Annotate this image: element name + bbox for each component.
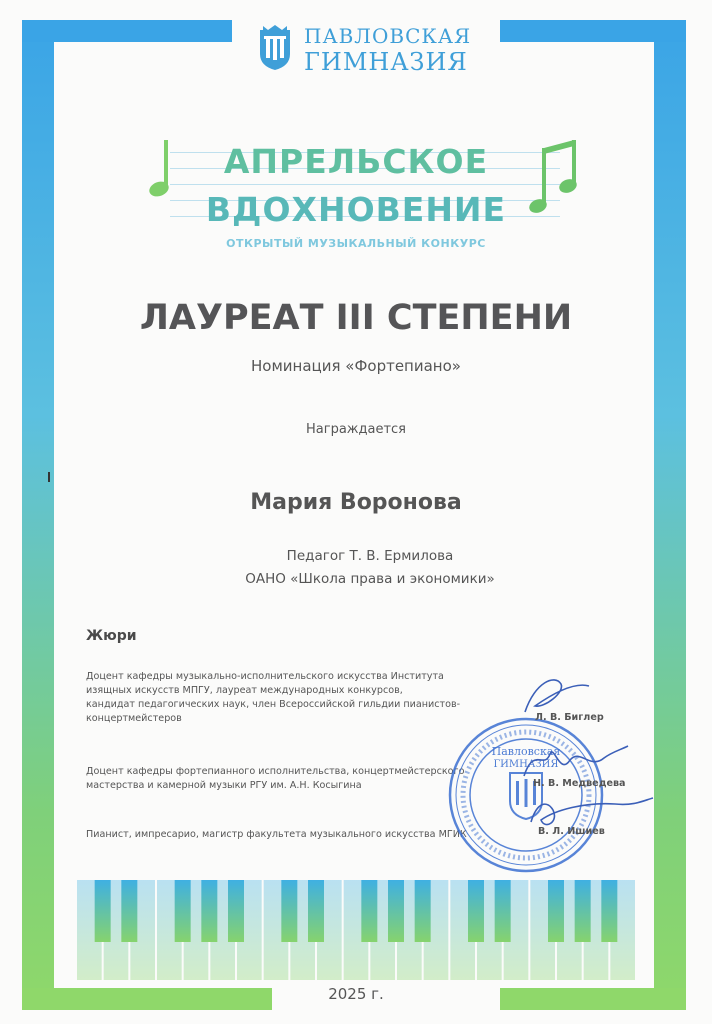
piano-black-key (495, 880, 511, 942)
gymnasium-logo (254, 24, 472, 76)
jury-description-line: концертмейстеров (86, 713, 182, 724)
logo-text-line2: ГИМНАЗИЯ (304, 48, 468, 76)
seal-text-line1: Павловская (491, 745, 561, 758)
piano-black-key (361, 880, 377, 942)
award-title: ЛАУРЕАТ III СТЕПЕНИ (139, 298, 573, 338)
jury-member-name: Н. В. Медведева (533, 778, 626, 789)
seal-text-line2: ГИМНАЗИЯ (493, 759, 559, 770)
jury-description-line: Доцент кафедры фортепианного исполнительства, концертмейстерского (86, 766, 465, 777)
contest-title-line2: ВДОХНОВЕНИЕ (205, 190, 507, 229)
recipient-name: Мария Воронова (250, 490, 462, 515)
school-line: ОАНО «Школа права и экономики» (245, 571, 495, 587)
jury-description-line: изящных искусств МПГУ, лауреат международных конкурсов, (86, 685, 403, 696)
crest-icon (254, 24, 296, 72)
jury-description-line: Доцент кафедры музыкально-исполнительского искусства Института (86, 671, 444, 682)
logo-text-line1: ПАВЛОВСКАЯ (304, 24, 472, 48)
staff-line (170, 184, 560, 185)
piano-black-key (175, 880, 191, 942)
frame-top-left-bar (22, 20, 232, 42)
jury-member-name: В. Л. Ишиев (538, 826, 605, 837)
piano-black-key (548, 880, 564, 942)
nomination: Номинация «Фортепиано» (251, 357, 461, 375)
jury-description-line: кандидат педагогических наук, член Всероссийской гильдии пианистов- (86, 699, 461, 710)
edge-mark (48, 472, 50, 482)
piano-black-key (601, 880, 617, 942)
jury-description-line: Пианист, импресарио, магистр факультета музыкального искусства МГИК (86, 829, 467, 840)
piano-black-key (201, 880, 217, 942)
jury-heading: Жюри (86, 628, 137, 644)
piano-black-key (415, 880, 431, 942)
piano-black-key (308, 880, 324, 942)
frame-top-right-bar (500, 20, 686, 42)
piano-black-key (468, 880, 484, 942)
piano-black-key (575, 880, 591, 942)
jury-member-description (86, 670, 491, 726)
piano-black-key (121, 880, 137, 942)
piano-keyboard-icon (76, 880, 636, 980)
jury-member-description (86, 828, 491, 842)
year: 2025 г. (328, 985, 384, 1003)
piano-black-key (388, 880, 404, 942)
jury-member-name: Л. В. Биглер (535, 712, 604, 723)
jury-member-description (86, 765, 491, 793)
jury-description-line: мастерства и камерной музыки РГУ им. А.Н. Косыгина (86, 780, 362, 791)
piano-black-key (228, 880, 244, 942)
teacher-line: Педагог Т. В. Ермилова (286, 548, 454, 564)
contest-title-line1: АПРЕЛЬСКОЕ (223, 142, 489, 181)
piano-black-key (95, 880, 111, 942)
contest-subtitle: ОТКРЫТЫЙ МУЗЫКАЛЬНЫЙ КОНКУРС (226, 237, 486, 250)
awarded-label: Награждается (306, 422, 406, 437)
piano-black-key (281, 880, 297, 942)
